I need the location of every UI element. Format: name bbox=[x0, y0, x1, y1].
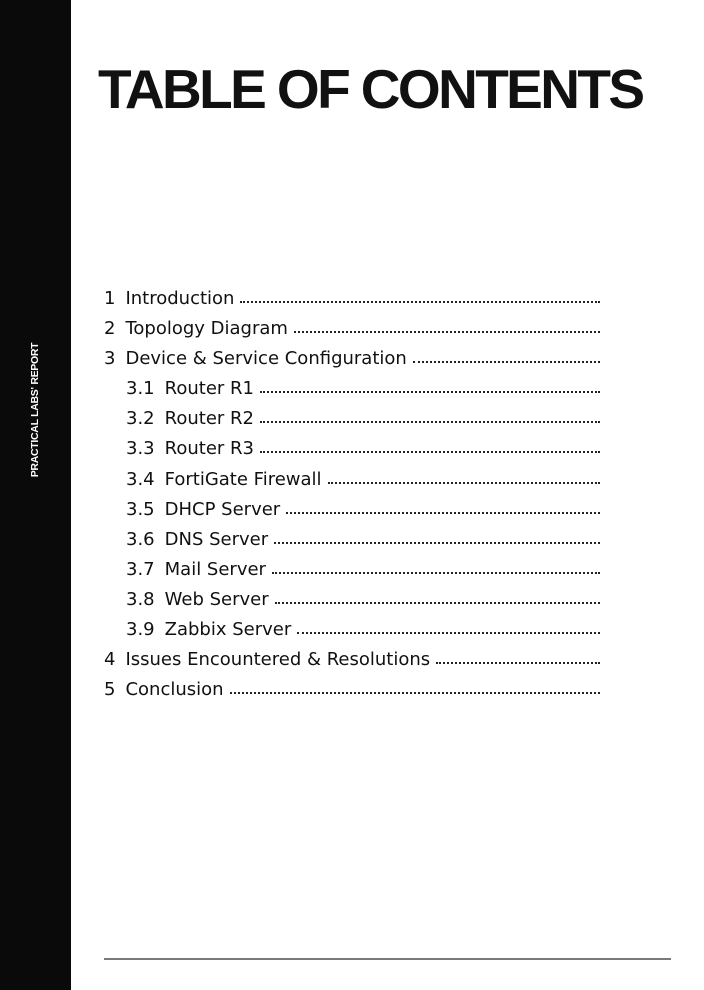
toc-entry-label: Web Server bbox=[164, 588, 269, 610]
toc-entry-router-r2[interactable] bbox=[104, 404, 600, 434]
toc-entry-number: 3.1 bbox=[126, 378, 155, 400]
toc-entry-label: Router R1 bbox=[164, 378, 254, 400]
toc-entry-dhcp-server[interactable] bbox=[104, 495, 600, 525]
toc-entry-label: Router R3 bbox=[164, 438, 254, 460]
toc-entry-number: 3.7 bbox=[126, 558, 155, 580]
toc-entry-number: 3.5 bbox=[126, 498, 155, 520]
toc-entry-label: DHCP Server bbox=[164, 498, 281, 520]
toc-dot-leader bbox=[294, 331, 600, 333]
toc-dot-leader bbox=[275, 602, 600, 604]
toc-entry-label: Introduction bbox=[125, 288, 235, 309]
toc-dot-leader bbox=[230, 692, 600, 694]
toc-dot-leader bbox=[272, 572, 600, 574]
toc-entry-number: 4 bbox=[104, 649, 116, 671]
toc-entry-label: Device & Service Configuration bbox=[125, 348, 407, 370]
toc-entry-router-r3[interactable] bbox=[104, 434, 600, 464]
toc-entry-issues-encountered[interactable] bbox=[104, 645, 600, 675]
toc-entry-number: 3.6 bbox=[126, 528, 155, 550]
toc-entry-topology-diagram[interactable] bbox=[104, 314, 600, 344]
toc-entry-number: 3 bbox=[104, 348, 116, 370]
toc-entry-mail-server[interactable] bbox=[104, 555, 600, 585]
toc-dot-leader bbox=[297, 632, 600, 634]
toc-dot-leader bbox=[328, 482, 600, 484]
toc-entry-label: Zabbix Server bbox=[164, 619, 292, 641]
toc-entry-conclusion[interactable] bbox=[104, 675, 600, 705]
toc-entry-dns-server[interactable] bbox=[104, 525, 600, 555]
toc-dot-leader bbox=[240, 301, 600, 303]
toc-entry-router-r1[interactable] bbox=[104, 374, 600, 404]
toc-dot-leader bbox=[286, 512, 600, 514]
toc-entry-number: 3.9 bbox=[126, 619, 155, 641]
footer-divider bbox=[104, 958, 671, 960]
toc-entry-number: 3.3 bbox=[126, 438, 155, 460]
sidebar-report-label: PRACTICAL LABS' REPORT bbox=[29, 342, 41, 478]
toc-entry-number: 3.4 bbox=[126, 468, 155, 490]
toc-entry-label: Mail Server bbox=[164, 558, 266, 580]
toc-entry-number: 3.8 bbox=[126, 588, 155, 610]
toc-entry-label: FortiGate Firewall bbox=[164, 468, 322, 490]
toc-entry-label: Topology Diagram bbox=[125, 318, 288, 340]
toc-entry-zabbix-server[interactable] bbox=[104, 615, 600, 645]
toc-entry-label: DNS Server bbox=[164, 528, 269, 550]
table-of-contents bbox=[104, 284, 600, 705]
toc-entry-introduction[interactable] bbox=[104, 284, 600, 314]
toc-entry-device-service-configuration[interactable] bbox=[104, 344, 600, 374]
toc-entry-label: Router R2 bbox=[164, 408, 254, 430]
toc-dot-leader bbox=[260, 391, 600, 393]
toc-entry-number: 2 bbox=[104, 318, 116, 340]
toc-dot-leader bbox=[436, 662, 600, 664]
toc-entry-number: 3.2 bbox=[126, 408, 155, 430]
toc-dot-leader bbox=[260, 451, 600, 453]
toc-entry-web-server[interactable] bbox=[104, 585, 600, 615]
toc-entry-number: 5 bbox=[104, 679, 116, 701]
toc-entry-number: 1 bbox=[104, 288, 116, 309]
toc-entry-fortigate-firewall[interactable] bbox=[104, 465, 600, 495]
page-title: TABLE OF CONTENTS bbox=[98, 58, 643, 120]
sidebar-band bbox=[0, 0, 71, 990]
toc-dot-leader bbox=[413, 361, 600, 363]
toc-entry-label: Conclusion bbox=[125, 679, 224, 701]
toc-dot-leader bbox=[260, 421, 600, 423]
toc-dot-leader bbox=[274, 542, 600, 544]
toc-entry-label: Issues Encountered & Resolutions bbox=[125, 649, 431, 671]
